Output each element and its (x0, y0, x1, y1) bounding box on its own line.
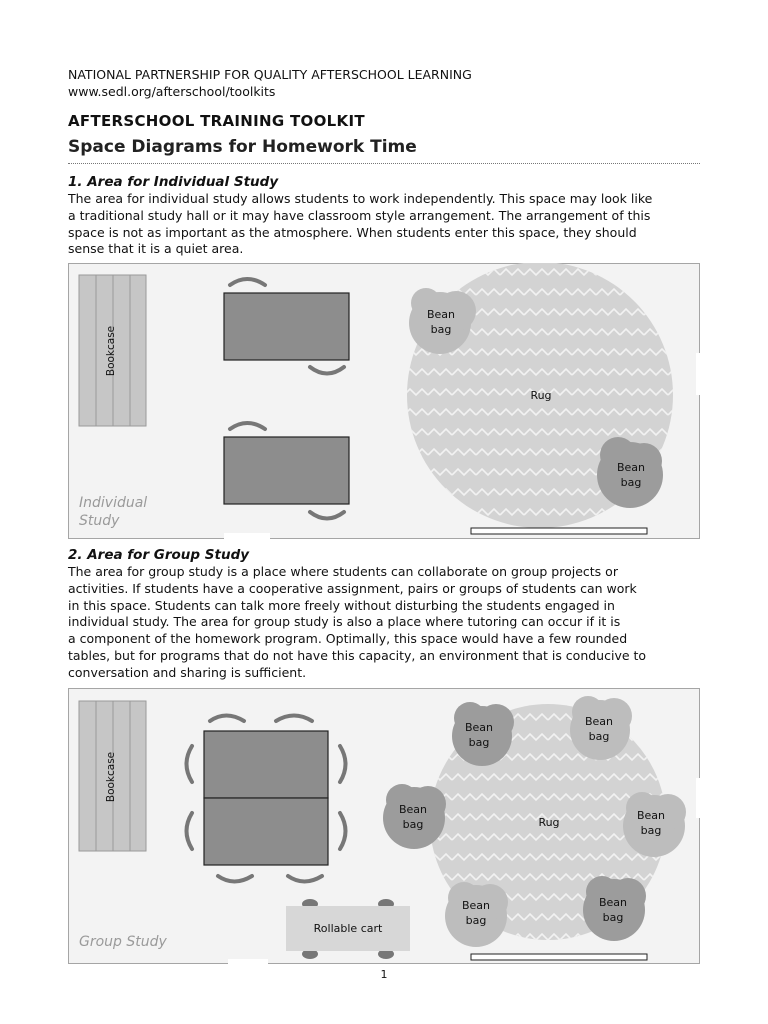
section1-line: a traditional study hall or it may have classroom style arrangement. The arrangement of this (68, 207, 651, 223)
group-table (204, 731, 328, 798)
title-divider (68, 163, 700, 164)
svg-text:Bean: Bean (464, 721, 494, 734)
cart-label: Rollable cart (313, 922, 383, 935)
toolkit-url: www.sedl.org/afterschool/toolkits (68, 84, 276, 99)
svg-text:bag: bag (430, 323, 452, 336)
bookcase-label: Bookcase (105, 325, 117, 377)
section1-line: The area for individual study allows students to work independently. This space may look like (68, 191, 653, 206)
bookcase (79, 701, 146, 851)
toolkit-title: AFTERSCHOOL TRAINING TOOLKIT (68, 112, 365, 130)
desk (224, 437, 349, 504)
rug-label: Rug (538, 816, 560, 829)
section1-heading: 1. Area for Individual Study (68, 174, 279, 190)
doorway-gap (228, 959, 268, 966)
svg-text:bag: bag (402, 818, 424, 831)
svg-text:Bean: Bean (616, 461, 646, 474)
bean-bag (623, 792, 686, 857)
bean-bag (383, 784, 446, 849)
rug-label: Rug (530, 389, 552, 402)
svg-text:bag: bag (588, 730, 610, 743)
svg-text:Bean: Bean (598, 896, 628, 909)
section2-line: The area for group study is a place where students can collaborate on group projects or (68, 564, 618, 579)
bean-bag (597, 437, 663, 508)
bean-bag (445, 882, 508, 947)
svg-text:Bean: Bean (398, 803, 428, 816)
section1-line: sense that it is a quiet area. (68, 241, 244, 257)
section2-line: individual study. The area for group study is also a place where tutoring can occur if it is (68, 614, 621, 630)
svg-text:Bean: Bean (584, 715, 614, 728)
bookcase-label: Bookcase (105, 751, 117, 803)
svg-text:bag: bag (602, 911, 624, 924)
svg-text:bag: bag (468, 736, 490, 749)
section2-line: a component of the homework program. Optimally, this space would have a few rounded (68, 631, 628, 647)
bookcase (79, 275, 146, 426)
wall-opening (696, 778, 700, 818)
page-number: 1 (380, 968, 388, 981)
section2-heading: 2. Area for Group Study (68, 547, 250, 563)
organization-name: NATIONAL PARTNERSHIP FOR QUALITY AFTERSCHOOL LEARNING (68, 67, 472, 82)
section2-line: activities. If students have a cooperative assignment, pairs or groups of students can work (68, 580, 637, 596)
group-study-diagram (68, 688, 700, 966)
svg-text:Bean: Bean (636, 809, 666, 822)
svg-text:Bean: Bean (426, 308, 456, 321)
bean-bag (583, 876, 646, 941)
doorway-gap (224, 533, 270, 539)
whiteboard (471, 954, 647, 960)
individual-study-diagram (68, 263, 700, 539)
area-label: Study (79, 513, 120, 529)
page-title: Space Diagrams for Homework Time (68, 137, 417, 157)
section2-line: tables, but for programs that do not have this capacity, an environment that is conducive to (68, 647, 647, 663)
section2-line: in this space. Students can talk more freely without disturbing the students engaged in (68, 597, 615, 613)
wall-opening (696, 353, 700, 395)
section2-paragraph (68, 564, 703, 682)
desk (224, 293, 349, 360)
area-label: Group Study (79, 934, 167, 950)
section1-paragraph (68, 191, 703, 258)
area-label: Individual (79, 495, 148, 511)
rollable-cart (286, 899, 410, 959)
svg-text:Bean: Bean (461, 899, 491, 912)
whiteboard (471, 528, 647, 534)
svg-text:bag: bag (620, 476, 642, 489)
section1-line: space is not as important as the atmosphere. When students enter this space, they should (68, 224, 637, 240)
section2-line: conversation and sharing is sufficient. (68, 664, 307, 680)
svg-text:bag: bag (640, 824, 662, 837)
svg-text:bag: bag (465, 914, 487, 927)
group-table (204, 798, 328, 865)
